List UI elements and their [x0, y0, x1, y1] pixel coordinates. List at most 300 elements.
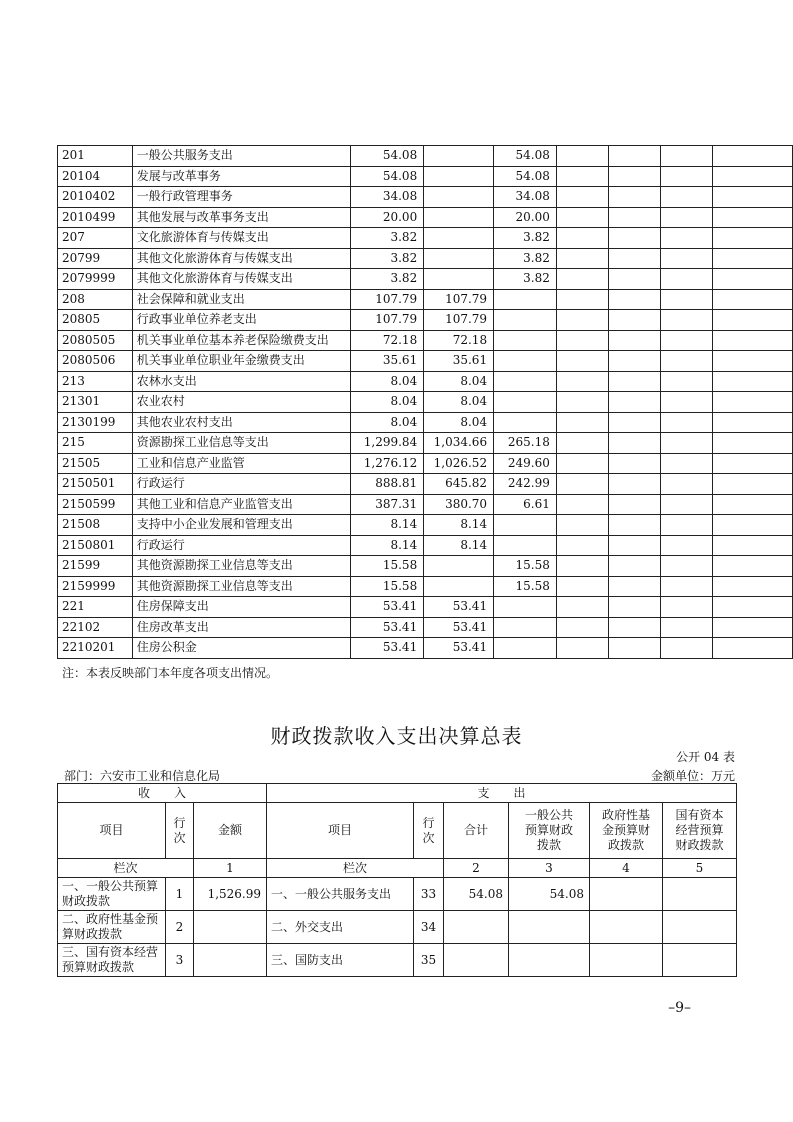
cell-code: 2080506 — [58, 351, 133, 372]
department-label: 部门：六安市工业和信息化局 — [64, 769, 221, 783]
cell-c7 — [609, 638, 661, 659]
summary-cell-total — [444, 944, 509, 977]
cell-c9 — [713, 638, 793, 659]
cell-c7 — [609, 453, 661, 474]
cell-c9 — [713, 433, 793, 454]
cell-c7 — [609, 207, 661, 228]
cell-basic: 53.41 — [424, 597, 494, 618]
table-row — [58, 453, 793, 474]
cell-c6 — [556, 351, 608, 372]
table-row — [58, 412, 793, 433]
cell-name: 机关事业单位基本养老保险缴费支出 — [132, 330, 351, 351]
cell-c9 — [713, 474, 793, 495]
cell-code: 207 — [58, 228, 133, 249]
cell-name: 社会保障和就业支出 — [132, 289, 351, 310]
col-line: 行 次 — [166, 803, 194, 859]
cell-name: 住房保障支出 — [132, 597, 351, 618]
cell-c6 — [556, 556, 608, 577]
table-row — [58, 310, 793, 331]
cell-c6 — [556, 371, 608, 392]
table-row — [58, 576, 793, 597]
cell-total: 3.82 — [351, 228, 424, 249]
cell-c7 — [609, 515, 661, 536]
cell-project — [494, 330, 557, 351]
cell-c9 — [713, 515, 793, 536]
summary-cell-line: 1 — [166, 878, 194, 911]
cell-c8 — [661, 617, 713, 638]
cell-c8 — [661, 433, 713, 454]
table-row — [58, 617, 793, 638]
cell-total: 34.08 — [351, 187, 424, 208]
cell-total: 107.79 — [351, 310, 424, 331]
summary-cell-state — [663, 911, 737, 944]
cell-project — [494, 412, 557, 433]
cell-name: 一般公共服务支出 — [132, 146, 351, 167]
cell-basic — [424, 146, 494, 167]
cell-basic: 72.18 — [424, 330, 494, 351]
cell-c9 — [713, 351, 793, 372]
cell-code: 20805 — [58, 310, 133, 331]
cell-total: 8.04 — [351, 392, 424, 413]
summary-table — [57, 783, 737, 977]
cell-basic — [424, 248, 494, 269]
cell-basic: 107.79 — [424, 310, 494, 331]
cell-total: 3.82 — [351, 248, 424, 269]
cell-c9 — [713, 330, 793, 351]
cell-code: 21301 — [58, 392, 133, 413]
cell-code: 2150599 — [58, 494, 133, 515]
cell-basic: 8.14 — [424, 515, 494, 536]
cell-name: 资源勘探工业信息等支出 — [132, 433, 351, 454]
col-item: 项目 — [58, 803, 166, 859]
summary-cell-fund — [590, 911, 663, 944]
cell-project: 15.58 — [494, 576, 557, 597]
col-line2: 行 次 — [414, 803, 444, 859]
table-row — [58, 392, 793, 413]
cell-project — [494, 371, 557, 392]
cell-c6 — [556, 617, 608, 638]
cell-name: 文化旅游体育与传媒支出 — [132, 228, 351, 249]
cell-project: 265.18 — [494, 433, 557, 454]
summary-cell-line2: 34 — [414, 911, 444, 944]
summary-cell-income-item: 三、国有资本经营预算财政拨款 — [58, 944, 166, 977]
cell-c6 — [556, 515, 608, 536]
cell-total: 53.41 — [351, 638, 424, 659]
cell-c7 — [609, 146, 661, 167]
cell-c7 — [609, 310, 661, 331]
expense-detail-table — [57, 145, 793, 659]
cell-basic: 53.41 — [424, 617, 494, 638]
cell-code: 2010499 — [58, 207, 133, 228]
cell-total: 15.58 — [351, 556, 424, 577]
cell-basic: 8.04 — [424, 392, 494, 413]
cell-name: 其他农业农村支出 — [132, 412, 351, 433]
cell-basic — [424, 228, 494, 249]
cell-total: 3.82 — [351, 269, 424, 290]
cell-basic: 645.82 — [424, 474, 494, 495]
cell-c6 — [556, 228, 608, 249]
cell-name: 农业农村 — [132, 392, 351, 413]
col-total: 合计 — [444, 803, 509, 859]
cell-c8 — [661, 515, 713, 536]
cell-c7 — [609, 494, 661, 515]
table-row — [58, 433, 793, 454]
cell-c7 — [609, 228, 661, 249]
cell-code: 2130199 — [58, 412, 133, 433]
summary-cell-expense-item: 一、一般公共服务支出 — [267, 878, 414, 911]
cell-basic: 8.04 — [424, 371, 494, 392]
cell-c9 — [713, 228, 793, 249]
cell-project — [494, 310, 557, 331]
table-row — [58, 269, 793, 290]
cell-c8 — [661, 289, 713, 310]
cell-c8 — [661, 371, 713, 392]
cell-c6 — [556, 248, 608, 269]
cell-basic: 8.04 — [424, 412, 494, 433]
cell-name: 行政运行 — [132, 535, 351, 556]
cell-c6 — [556, 535, 608, 556]
cell-name: 其他资源勘探工业信息等支出 — [132, 556, 351, 577]
cell-project: 20.00 — [494, 207, 557, 228]
cell-c6 — [556, 289, 608, 310]
cell-c9 — [713, 187, 793, 208]
cell-name: 行政运行 — [132, 474, 351, 495]
cell-project: 34.08 — [494, 187, 557, 208]
cell-total: 1,276.12 — [351, 453, 424, 474]
cell-c8 — [661, 535, 713, 556]
summary-cell-general: 54.08 — [509, 878, 590, 911]
summary-body — [58, 878, 737, 977]
cell-project: 242.99 — [494, 474, 557, 495]
table-row — [58, 351, 793, 372]
summary-cell-line2: 33 — [414, 878, 444, 911]
cell-basic: 53.41 — [424, 638, 494, 659]
summary-cell-general — [509, 944, 590, 977]
summary-row — [58, 878, 737, 911]
summary-cell-state — [663, 944, 737, 977]
cell-c7 — [609, 617, 661, 638]
cell-c9 — [713, 576, 793, 597]
cell-c9 — [713, 310, 793, 331]
cell-name: 其他资源勘探工业信息等支出 — [132, 576, 351, 597]
cell-c7 — [609, 597, 661, 618]
col-amount: 金额 — [194, 803, 267, 859]
cell-c8 — [661, 269, 713, 290]
form-number: 公开 04 表 — [676, 750, 735, 764]
cell-c6 — [556, 330, 608, 351]
cell-c6 — [556, 269, 608, 290]
cell-name: 住房改革支出 — [132, 617, 351, 638]
cell-project — [494, 392, 557, 413]
table-row — [58, 597, 793, 618]
col-row-2: 2 — [444, 859, 509, 878]
cell-c6 — [556, 638, 608, 659]
cell-name: 其他文化旅游体育与传媒支出 — [132, 269, 351, 290]
cell-name: 其他文化旅游体育与传媒支出 — [132, 248, 351, 269]
summary-cell-income-item: 二、政府性基金预算财政拨款 — [58, 911, 166, 944]
cell-code: 221 — [58, 597, 133, 618]
cell-project: 54.08 — [494, 166, 557, 187]
cell-c7 — [609, 166, 661, 187]
cell-c7 — [609, 576, 661, 597]
cell-basic: 8.14 — [424, 535, 494, 556]
cell-c8 — [661, 597, 713, 618]
cell-c6 — [556, 392, 608, 413]
cell-c7 — [609, 289, 661, 310]
cell-basic — [424, 207, 494, 228]
cell-project: 15.58 — [494, 556, 557, 577]
cell-basic — [424, 187, 494, 208]
cell-c8 — [661, 248, 713, 269]
table-note: 注：本表反映部门本年度各项支出情况。 — [62, 666, 279, 680]
cell-c6 — [556, 166, 608, 187]
cell-c6 — [556, 494, 608, 515]
summary-cell-fund — [590, 878, 663, 911]
cell-basic — [424, 556, 494, 577]
cell-name: 行政事业单位养老支出 — [132, 310, 351, 331]
cell-code: 2210201 — [58, 638, 133, 659]
table-row — [58, 515, 793, 536]
cell-c7 — [609, 248, 661, 269]
cell-total: 72.18 — [351, 330, 424, 351]
summary-cell-income-item: 一、一般公共预算财政拨款 — [58, 878, 166, 911]
cell-c7 — [609, 392, 661, 413]
cell-name: 机关事业单位职业年金缴费支出 — [132, 351, 351, 372]
cell-name: 支持中小企业发展和管理支出 — [132, 515, 351, 536]
cell-code: 20799 — [58, 248, 133, 269]
cell-project — [494, 351, 557, 372]
cell-c6 — [556, 453, 608, 474]
cell-c6 — [556, 187, 608, 208]
table-row — [58, 371, 793, 392]
cell-c8 — [661, 166, 713, 187]
summary-cell-amount — [194, 944, 267, 977]
cell-c8 — [661, 146, 713, 167]
cell-c7 — [609, 556, 661, 577]
cell-name: 工业和信息产业监管 — [132, 453, 351, 474]
summary-cell-line: 3 — [166, 944, 194, 977]
table-row — [58, 146, 793, 167]
cell-code: 2010402 — [58, 187, 133, 208]
cell-c8 — [661, 310, 713, 331]
cell-c9 — [713, 269, 793, 290]
cell-project: 6.61 — [494, 494, 557, 515]
cell-basic — [424, 269, 494, 290]
cell-basic: 107.79 — [424, 289, 494, 310]
summary-title: 财政拨款收入支出决算总表 — [270, 724, 523, 748]
cell-c6 — [556, 146, 608, 167]
cell-basic — [424, 166, 494, 187]
cell-total: 35.61 — [351, 351, 424, 372]
cell-c8 — [661, 351, 713, 372]
col-row-label: 栏次 — [58, 859, 194, 878]
table-row — [58, 187, 793, 208]
cell-c8 — [661, 330, 713, 351]
cell-c6 — [556, 576, 608, 597]
cell-c8 — [661, 474, 713, 495]
cell-c9 — [713, 535, 793, 556]
cell-c9 — [713, 392, 793, 413]
amount-unit-label: 金额单位：万元 — [650, 769, 735, 783]
table-row — [58, 474, 793, 495]
col-row-1: 1 — [194, 859, 267, 878]
col-row-4: 4 — [590, 859, 663, 878]
cell-c6 — [556, 597, 608, 618]
cell-basic: 1,026.52 — [424, 453, 494, 474]
cell-project — [494, 617, 557, 638]
table-row — [58, 330, 793, 351]
page-number: –9– — [668, 1000, 691, 1016]
cell-c7 — [609, 474, 661, 495]
summary-cell-amount — [194, 911, 267, 944]
cell-c7 — [609, 535, 661, 556]
col-fund: 政府性基 金预算财 政拨款 — [590, 803, 663, 859]
table-row — [58, 166, 793, 187]
cell-c9 — [713, 597, 793, 618]
cell-c8 — [661, 228, 713, 249]
table-row — [58, 535, 793, 556]
cell-c9 — [713, 453, 793, 474]
cell-c7 — [609, 269, 661, 290]
cell-total: 54.08 — [351, 146, 424, 167]
summary-cell-fund — [590, 944, 663, 977]
cell-code: 21508 — [58, 515, 133, 536]
cell-project — [494, 535, 557, 556]
table-row — [58, 494, 793, 515]
summary-cell-line2: 35 — [414, 944, 444, 977]
cell-code: 2080505 — [58, 330, 133, 351]
cell-code: 215 — [58, 433, 133, 454]
cell-code: 208 — [58, 289, 133, 310]
cell-name: 发展与改革事务 — [132, 166, 351, 187]
cell-project — [494, 638, 557, 659]
expense-detail-body — [58, 146, 793, 659]
col-general: 一般公共 预算财政 拨款 — [509, 803, 590, 859]
table-row — [58, 228, 793, 249]
cell-c9 — [713, 289, 793, 310]
cell-c9 — [713, 617, 793, 638]
cell-project — [494, 515, 557, 536]
cell-total: 1,299.84 — [351, 433, 424, 454]
cell-total: 8.14 — [351, 515, 424, 536]
cell-code: 21505 — [58, 453, 133, 474]
cell-project — [494, 289, 557, 310]
table-row — [58, 207, 793, 228]
cell-c8 — [661, 576, 713, 597]
cell-name: 住房公积金 — [132, 638, 351, 659]
cell-total: 8.04 — [351, 412, 424, 433]
cell-c7 — [609, 371, 661, 392]
cell-c9 — [713, 248, 793, 269]
cell-c9 — [713, 146, 793, 167]
cell-c8 — [661, 638, 713, 659]
income-header: 收 入 — [58, 784, 267, 803]
cell-total: 15.58 — [351, 576, 424, 597]
summary-cell-state — [663, 878, 737, 911]
cell-code: 20104 — [58, 166, 133, 187]
cell-c6 — [556, 310, 608, 331]
cell-total: 888.81 — [351, 474, 424, 495]
cell-total: 54.08 — [351, 166, 424, 187]
table-row — [58, 248, 793, 269]
cell-basic — [424, 576, 494, 597]
col-row-5: 5 — [663, 859, 737, 878]
cell-total: 53.41 — [351, 617, 424, 638]
cell-code: 2079999 — [58, 269, 133, 290]
cell-c7 — [609, 187, 661, 208]
cell-basic: 35.61 — [424, 351, 494, 372]
cell-c6 — [556, 433, 608, 454]
cell-total: 8.14 — [351, 535, 424, 556]
cell-c6 — [556, 412, 608, 433]
cell-project: 249.60 — [494, 453, 557, 474]
cell-code: 22102 — [58, 617, 133, 638]
cell-name: 其他发展与改革事务支出 — [132, 207, 351, 228]
summary-cell-line: 2 — [166, 911, 194, 944]
cell-c7 — [609, 412, 661, 433]
cell-code: 213 — [58, 371, 133, 392]
cell-project: 3.82 — [494, 269, 557, 290]
cell-code: 21599 — [58, 556, 133, 577]
cell-name: 其他工业和信息产业监管支出 — [132, 494, 351, 515]
table-row — [58, 289, 793, 310]
cell-project — [494, 597, 557, 618]
summary-cell-expense-item: 三、国防支出 — [267, 944, 414, 977]
summary-cell-total — [444, 911, 509, 944]
summary-row — [58, 944, 737, 977]
cell-c9 — [713, 371, 793, 392]
cell-c7 — [609, 433, 661, 454]
cell-project: 54.08 — [494, 146, 557, 167]
col-item2: 项目 — [267, 803, 414, 859]
cell-c8 — [661, 412, 713, 433]
cell-c9 — [713, 207, 793, 228]
summary-cell-amount: 1,526.99 — [194, 878, 267, 911]
cell-total: 387.31 — [351, 494, 424, 515]
summary-cell-expense-item: 二、外交支出 — [267, 911, 414, 944]
cell-code: 2150501 — [58, 474, 133, 495]
table-row — [58, 638, 793, 659]
cell-project: 3.82 — [494, 228, 557, 249]
cell-c8 — [661, 494, 713, 515]
cell-code: 2159999 — [58, 576, 133, 597]
summary-cell-total: 54.08 — [444, 878, 509, 911]
cell-code: 201 — [58, 146, 133, 167]
cell-name: 农林水支出 — [132, 371, 351, 392]
cell-basic: 1,034.66 — [424, 433, 494, 454]
cell-total: 107.79 — [351, 289, 424, 310]
cell-project: 3.82 — [494, 248, 557, 269]
cell-c6 — [556, 207, 608, 228]
cell-c6 — [556, 474, 608, 495]
cell-c8 — [661, 453, 713, 474]
cell-c7 — [609, 330, 661, 351]
cell-total: 53.41 — [351, 597, 424, 618]
cell-c9 — [713, 494, 793, 515]
cell-c9 — [713, 556, 793, 577]
col-row-label2: 栏次 — [267, 859, 444, 878]
expense-header: 支 出 — [267, 784, 737, 803]
col-state: 国有资本 经营预算 财政拨款 — [663, 803, 737, 859]
summary-cell-general — [509, 911, 590, 944]
table-row — [58, 556, 793, 577]
cell-c9 — [713, 166, 793, 187]
cell-total: 8.04 — [351, 371, 424, 392]
cell-basic: 380.70 — [424, 494, 494, 515]
cell-c8 — [661, 187, 713, 208]
cell-c8 — [661, 207, 713, 228]
cell-c8 — [661, 392, 713, 413]
